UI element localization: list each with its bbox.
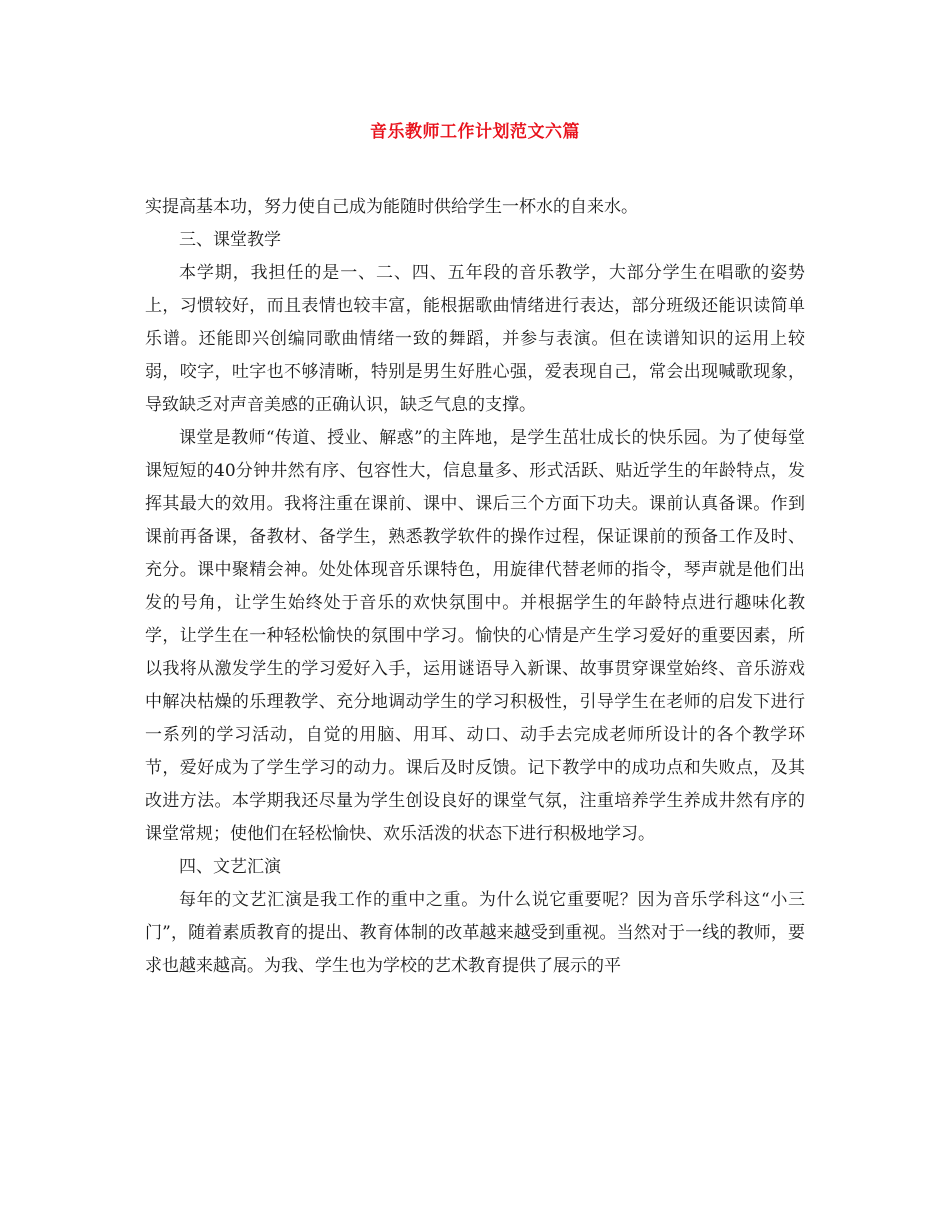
paragraph-performance: 每年的文艺汇演是我工作的重中之重。为什么说它重要呢？因为音乐学科这“小三门”，随着素质教育的提出、教育体制的改革越来越受到重视。当然对于一线的教师，要求也越来越高。为我、学生也为学校的艺术教育提供了展示的平 <box>145 890 805 976</box>
document-title: 音乐教师工作计划范文六篇 <box>370 122 580 142</box>
paragraph-classroom-approach: 课堂是教师“传道、授业、解惑”的主阵地，是学生茁壮成长的快乐园。为了使每堂课短短的40分钟井然有序、包容性大，信息量多、形式活跃、贴近学生的年龄特点，发挥其最大的效用。我将注重在课前、课中、课后三个方面下功夫。课前认真备课。作到课前再备课，备教材、备学生，熟悉教学软件的操作过程，保证课前的预备工作及时、充分。课中聚精会神。处处体现音乐课特色，用旋律代替老师的指令，琴声就是他们出发的号角，让学生始终处于音乐的欢快氛围中。并根据学生的年龄特点进行趣味化教学，让学生在一种轻松愉快的氛围中学习。愉快的心情是产生学习爱好的重要因素，所以我将从激发学生的学习爱好入手，运用谜语导入新课、故事贯穿课堂始终、音乐游戏中解决枯燥的乐理教学、充分地调动学生的学习积极性，引导学生在老师的启发下进行一系列的学习活动，自觉的用脑、用耳、动口、动手去完成老师所设计的各个教学环节，爱好成为了学生学习的动力。课后及时反馈。记下教学中的成功点和失败点，及其改进方法。本学期我还尽量为学生创设良好的课堂气氛，注重培养学生养成井然有序的课堂常规；使他们在轻松愉快、欢乐活泼的状态下进行积极地学习。 <box>145 428 805 844</box>
document-body <box>145 191 805 983</box>
section-heading-performance: 四、文艺汇演 <box>179 857 281 877</box>
paragraph-continuation: 实提高基本功，努力使自己成为能随时供给学生一杯水的自来水。 <box>145 197 638 217</box>
section-heading-classroom-teaching: 三、课堂教学 <box>179 230 281 250</box>
paragraph-students-status: 本学期，我担任的是一、二、四、五年段的音乐教学，大部分学生在唱歌的姿势上，习惯较好，而且表情也较丰富，能根据歌曲情绪进行表达，部分班级还能识读简单乐谱。还能即兴创编同歌曲情绪一致的舞蹈，并参与表演。但在读谱知识的运用上较弱，咬字，吐字也不够清晰，特别是男生好胜心强，爱表现自己，常会出现喊歌现象，导致缺乏对声音美感的正确认识，缺乏气息的支撑。 <box>145 263 805 415</box>
